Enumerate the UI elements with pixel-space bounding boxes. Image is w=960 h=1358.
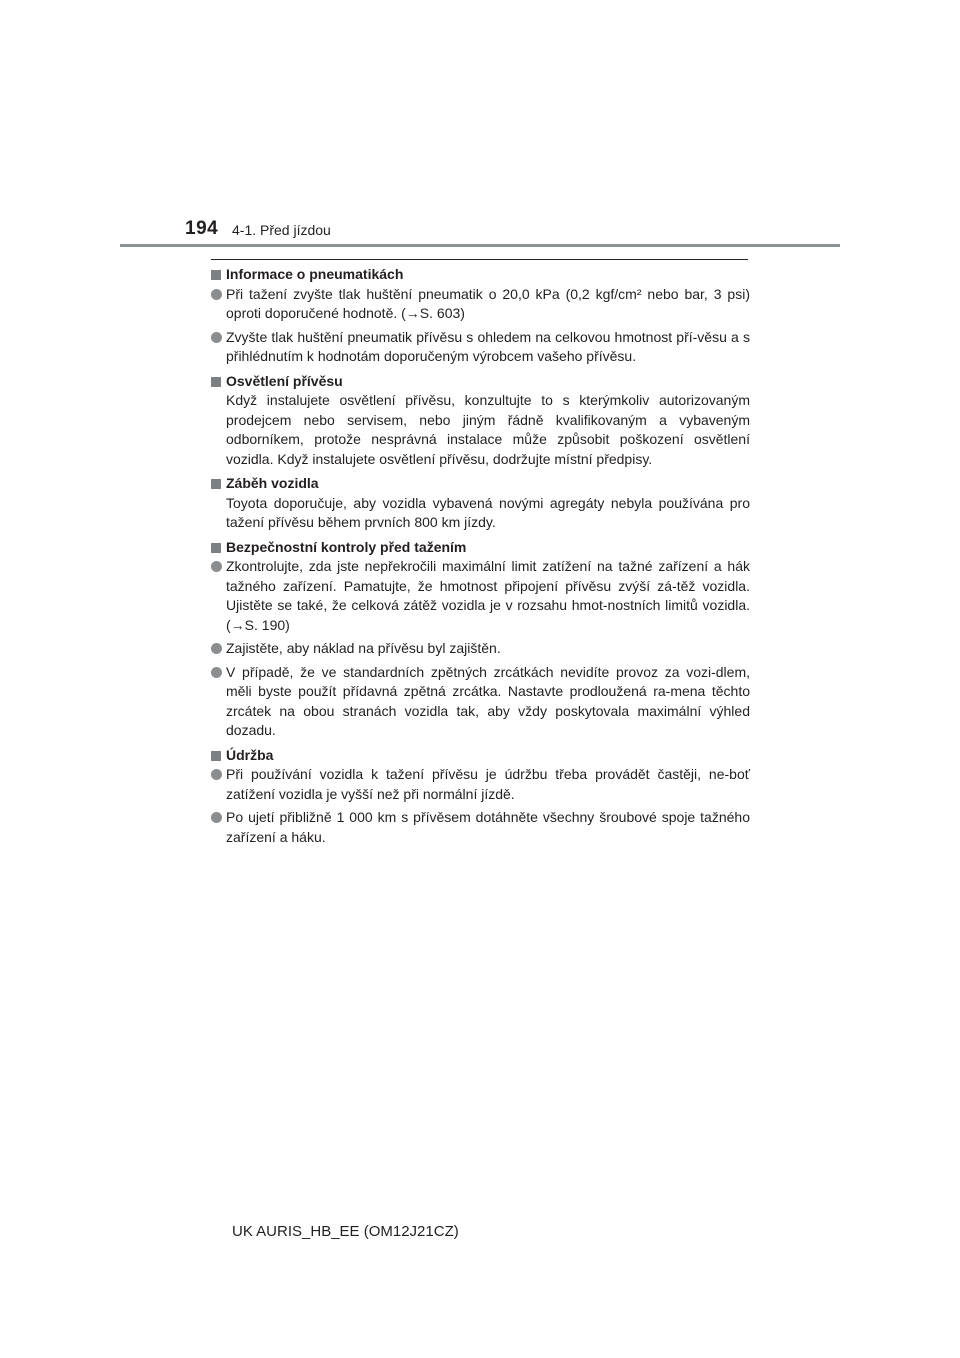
heading-text: Údržba — [226, 746, 274, 763]
square-bullet-icon — [211, 377, 221, 387]
section-maintenance — [210, 746, 750, 848]
heading-text: Informace o pneumatikách — [226, 266, 404, 282]
list-item — [210, 765, 750, 804]
list-item-text: Při tažení zvyšte tlak huštění pneumatik o 20,0 kPa (0,2 kgf/cm² nebo bar, 3 psi) oproti doporučené hodnotě. (→S. 603) — [226, 285, 750, 321]
list-item-text: Zvyšte tlak huštění pneumatik přívěsu s ohledem na celkovou hmotnost pří-věsu a s přihlédnutím k hodnotám doporučeným výrobcem vašeho přívěsu. — [226, 328, 750, 364]
section-trailer-lights — [210, 372, 750, 470]
list-item — [210, 328, 750, 367]
list-item-text: Zajistěte, aby náklad na přívěsu byl zajištěn. — [226, 640, 501, 656]
list-item-text: Po ujetí přibližně 1 000 km s přívěsem dotáhněte všechny šroubové spoje tažného zařízení a háku. — [226, 809, 750, 845]
section-heading — [210, 265, 750, 285]
bullet-list — [210, 557, 750, 741]
heading-text: Záběh vozidla — [226, 475, 319, 491]
footer-model-code: UK AURIS_HB_EE (OM12J21CZ) — [232, 1223, 459, 1240]
list-item — [210, 808, 750, 847]
circle-bullet-icon — [211, 561, 222, 572]
section-heading — [210, 372, 750, 392]
section-heading — [210, 746, 750, 766]
list-item-text: Zkontrolujte, zda jste nepřekročili maximální limit zatížení na tažné zařízení a hák tažného zařízení. Pamatujte, že hmotnost připojení přívěsu zvýší zá-těž vozidla. Ujistěte se také, že celková zátěž vozidla je v rozsahu hmot-nostních limitů vozidla. (→S. 190) — [226, 558, 750, 633]
square-bullet-icon — [211, 543, 221, 553]
list-item-text: Při používání vozidla k tažení přívěsu je údržbu třeba provádět častěji, ne-boť zatížení vozidla je vyšší než při normální jízdě. — [226, 766, 750, 802]
bullet-list — [210, 285, 750, 367]
content — [210, 265, 750, 852]
square-bullet-icon — [211, 751, 221, 761]
circle-bullet-icon — [211, 812, 222, 823]
section-safety-checks — [210, 538, 750, 741]
section-heading — [210, 538, 750, 558]
paragraph: Toyota doporučuje, aby vozidla vybavená novými agregáty nebyla používána pro tažení přívěsu během prvních 800 km jízdy. — [226, 494, 750, 530]
circle-bullet-icon — [211, 769, 222, 780]
heading-text: Osvětlení přívěsu — [226, 372, 343, 389]
paragraph: Když instalujete osvětlení přívěsu, konzultujte to s kterýmkoliv autorizovaným prodejcem nebo servisem, nebo jiným řádně kvalifikovaným a vybaveným odborníkem, protože nesprávná instalace může způsobit poškození osvětlení vozidla. Když instalujete osvětlení přívěsu, dodržujte místní předpisy. — [226, 392, 750, 467]
section-heading — [210, 474, 750, 494]
list-item — [210, 639, 750, 659]
list-item-text: V případě, že ve standardních zpětných zrcátkách nevidíte provoz za vozi-dlem, měli byste použít přídavná zpětná zrcátka. Nastavte prodloužená ra-mena těchto zrcátek na obou stranách vozidla tak, aby vždy poskytovala maximální výhled dozadu. — [226, 663, 750, 738]
section-title: 4-1. Před jízdou — [232, 222, 331, 238]
header-rule — [120, 244, 840, 247]
section-tire-info — [210, 265, 750, 367]
square-bullet-icon — [211, 479, 221, 489]
bullet-list — [210, 765, 750, 847]
list-item — [210, 663, 750, 741]
list-item — [210, 557, 750, 635]
circle-bullet-icon — [211, 643, 222, 654]
section-break-in — [210, 474, 750, 533]
circle-bullet-icon — [211, 332, 222, 343]
list-item — [210, 285, 750, 324]
heading-text: Bezpečnostní kontroly před tažením — [226, 538, 467, 555]
content-rule — [211, 259, 748, 260]
circle-bullet-icon — [211, 289, 222, 300]
circle-bullet-icon — [211, 667, 222, 678]
square-bullet-icon — [211, 270, 221, 280]
page-number: 194 — [185, 218, 219, 239]
